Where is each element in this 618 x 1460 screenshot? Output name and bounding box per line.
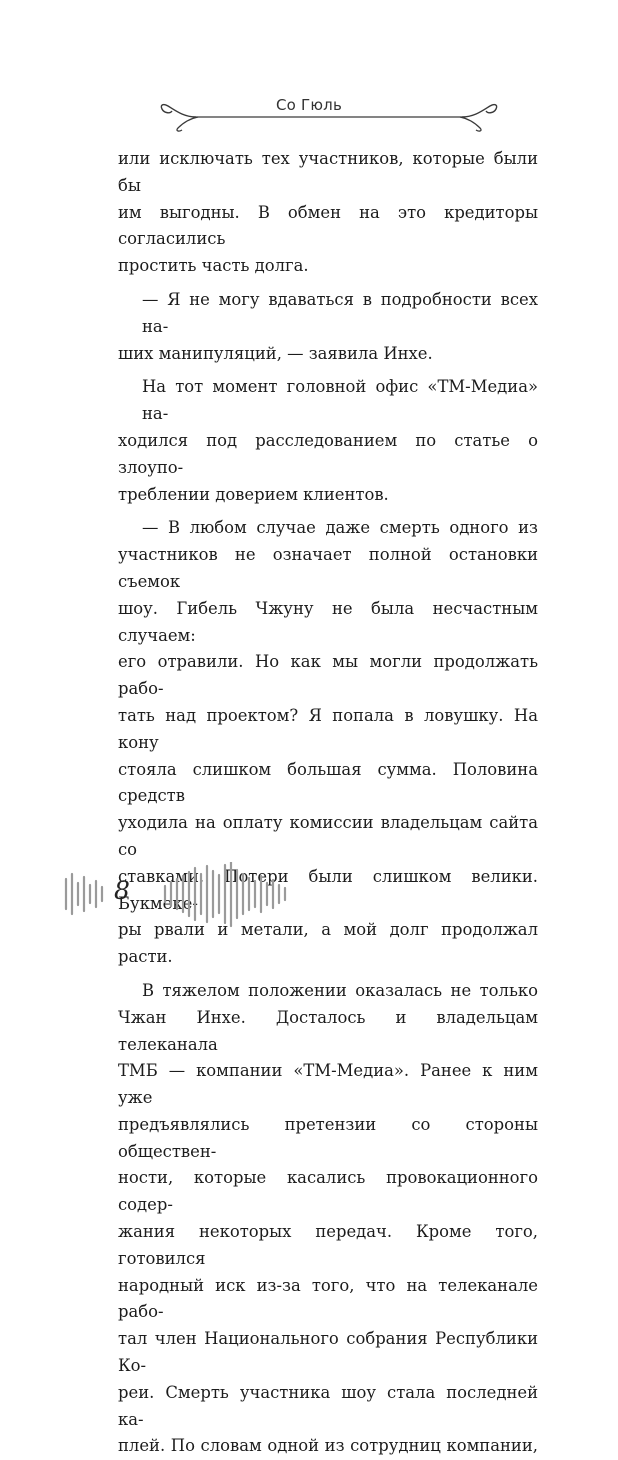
text-line: ших манипуляций, — заявила Инхе. [118, 343, 433, 363]
text-line: На тот момент головной офис «ТМ-Медиа» на- [142, 377, 538, 424]
text-line: или исключать тех участников, которые были бы [118, 149, 538, 195]
text-line: ходился под расследованием по статье о злоупо- [118, 430, 538, 477]
text-line: шоу. Гибель Чжуну не была несчастным случаем: [118, 598, 538, 645]
text-line: стояла слишком большая сумма. Половина средств [118, 759, 538, 806]
text-line: тать над проектом? Я попала в ловушку. На кону [118, 705, 538, 752]
text-line: ТМБ — компании «ТМ-Медиа». Ранее к ним уже [118, 1061, 538, 1108]
text-line: ставками. Потери были слишком велики. Букмеке- [118, 866, 538, 913]
text-line: народный иск из-за того, что на телеканале рабо- [118, 1275, 538, 1322]
book-author: Со Гюль [275, 96, 343, 114]
text-line: реи. Смерть участника шоу стала последней ка- [118, 1382, 538, 1429]
text-line: Чжан Инхе. Досталось и владельцам телеканала [118, 1007, 538, 1054]
text-line: простить часть долга. [118, 256, 309, 276]
sound-wave-ornament [0, 862, 618, 932]
running-header [0, 84, 618, 140]
text-line: — Я не могу вдаваться в подробности всех на- [142, 289, 538, 336]
text-line: участников не означает полной остановки съемок [118, 545, 538, 591]
text-line: плей. По словам одной из сотрудниц компании, [118, 1436, 538, 1456]
text-line: его отравили. Но как мы могли продолжать рабо- [118, 652, 538, 699]
text-line: В тяжелом положении оказалась не только [142, 980, 538, 1000]
text-line: им выгодны. В обмен на это кредиторы согласились [118, 202, 538, 249]
text-line: тал член Национального собрания Республики Ко- [118, 1329, 538, 1376]
text-line: треблении доверием клиентов. [118, 484, 389, 504]
body-text [118, 146, 538, 1460]
text-line: предъявлялись претензии со стороны обществен- [118, 1114, 538, 1161]
text-line: ности, которые касались провокационного содер- [118, 1168, 538, 1215]
text-line: — В любом случае даже смерть одного из [142, 518, 538, 538]
page-number: 8 [114, 876, 130, 905]
text-line: ры рвали и метали, а мой долг продолжал расти. [118, 920, 538, 967]
text-line: жания некоторых передач. Кроме того, готовился [118, 1222, 538, 1268]
text-line: уходила на оплату комиссии владельцам сайта со [118, 813, 538, 859]
page-footer [0, 862, 618, 932]
